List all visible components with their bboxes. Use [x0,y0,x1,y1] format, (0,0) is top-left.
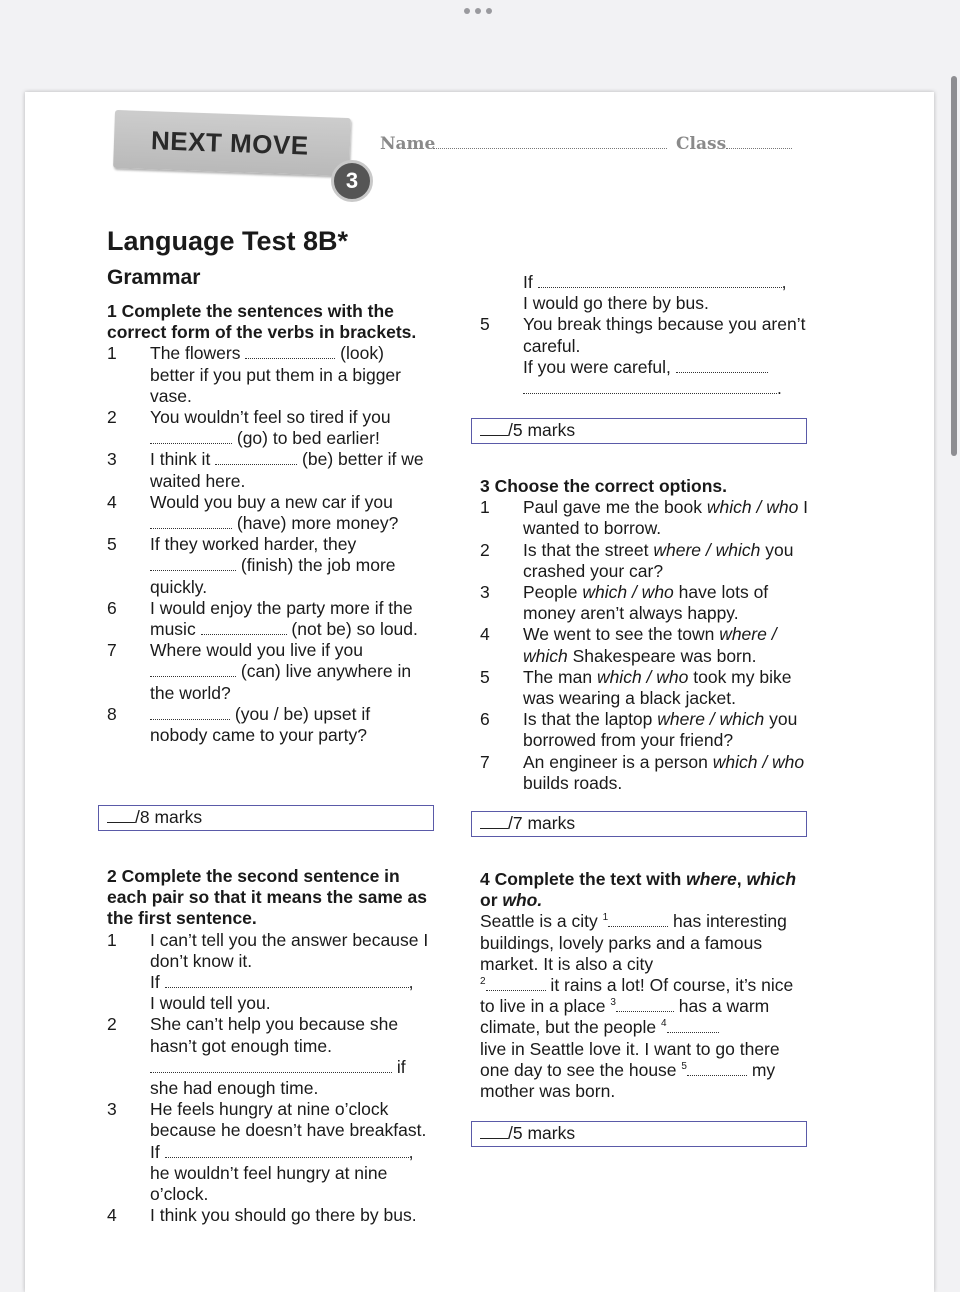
next-move-logo [113,110,351,176]
logo-text: NEXT MOVE [150,125,310,161]
list-item: 2 You wouldn’t feel so tired if you (go) to bed earlier! [107,407,391,449]
answer-blank[interactable] [486,975,546,991]
marks-box-ex3[interactable]: /7 marks [471,811,807,837]
answer-blank[interactable] [538,272,782,288]
exercise-4 [480,869,805,1102]
list-item: 2 Is that the street where / which you crashed your car? [480,539,794,581]
option-choice[interactable]: which / who [596,666,689,687]
answer-blank[interactable] [150,428,232,444]
page-title: Language Test 8B* [107,226,349,256]
list-item: 4 Would you buy a new car if you (have) more money? [107,491,399,534]
exercise-4-text: Seattle is a city $^1$ has interesting buildings, lovely parks and a famous market. It is also a city $^2$ it rains a lot! Of course, it’s nice to live in a place $^3$ has a warm climate, but the people $^4$ live in Seattle love it. I want to go there one day to see the house $^5$ my mother was born. [480,911,794,1102]
level-number-badge: 3 [331,160,373,202]
answer-blank[interactable] [165,972,409,988]
answer-blank[interactable] [150,661,236,677]
option-choice[interactable]: where / which [523,624,777,666]
exercise-2-continued [480,272,810,399]
exercise-2 [107,866,429,1226]
list-item: 3 People which / who have lots of money aren’t always happy. [480,582,769,624]
list-item: 8 (you / be) upset if nobody came to your party? [107,703,371,746]
list-item: 1 Paul gave me the book which / who I wanted to borrow. [480,497,809,539]
answer-blank[interactable] [201,619,287,635]
answer-blank[interactable] [150,704,230,720]
list-item: 1 I can’t tell you the answer because I don’t know it. If , I would tell you. [107,929,429,1014]
list-item: 5 If they worked harder, they (finish) the job more quickly. [107,534,396,597]
answer-blank[interactable] [676,357,768,373]
exercise-3 [480,476,810,794]
exercise-1 [107,301,429,746]
list-item: 3 He feels hungry at nine o’clock because he doesn’t have breakfast. If , he wouldn’t feel hungry at nine o’clock. [107,1099,427,1205]
list-item: 7 An engineer is a person which / who builds roads. [480,751,805,793]
class-field[interactable] [726,148,792,149]
list-item: 3 I think it (be) better if we waited here. [107,449,424,491]
list-item: 4 We went to see the town where / which Shakespeare was born. [480,624,777,666]
list-item: 6 I would enjoy the party more if the music (not be) so loud. [107,597,418,640]
option-choice[interactable]: which / who [712,751,805,772]
option-choice[interactable]: where / which [653,539,761,560]
answer-blank[interactable] [215,449,297,465]
list-item: 5 You break things because you aren’t careful. If you were careful, . [480,314,806,399]
section-heading: Grammar [107,266,201,289]
class-label: Class [676,134,727,154]
scrollbar[interactable] [951,76,957,456]
name-label: Name [380,134,436,154]
exercise-2-heading: 2 Complete the second sentence in each pair so that it means the same as the first sentence. [107,866,427,929]
exercise-4-heading: 4 Complete the text with where, which or who. [480,869,797,911]
answer-blank[interactable] [150,1057,392,1073]
exercise-1-heading: 1 Complete the sentences with the correct form of the verbs in brackets. [107,301,417,343]
answer-blank[interactable] [245,343,335,359]
option-choice[interactable]: which / who [582,582,674,603]
answer-blank[interactable] [150,513,232,529]
name-field[interactable] [433,148,667,149]
marks-box-ex4[interactable]: /5 marks [471,1121,807,1147]
list-item: 4 I think you should go there by bus. [107,1205,417,1226]
worksheet-page [25,92,934,1292]
marks-box-ex2[interactable]: /5 marks [471,418,807,444]
marks-box-ex1[interactable]: /8 marks [98,805,434,831]
list-item: If , I would go there by bus. [523,272,787,314]
answer-blank[interactable] [165,1142,409,1158]
list-item: 2 She can’t help you because she hasn’t got enough time. if she had enough time. [107,1014,406,1099]
list-item: 6 Is that the laptop where / which you borrowed from your friend? [480,709,798,751]
answer-blank[interactable] [150,555,236,571]
list-item: 1 The flowers (look) better if you put them in a bigger vase. [107,343,401,406]
answer-blank[interactable] [608,911,668,927]
answer-blank[interactable] [616,996,674,1012]
more-options-icon[interactable] [464,8,492,14]
exercise-3-heading: 3 Choose the correct options. [480,476,727,496]
option-choice[interactable]: where / which [657,709,765,730]
answer-blank[interactable] [687,1060,747,1076]
answer-blank[interactable] [523,378,777,394]
option-choice[interactable]: which / who [706,497,799,518]
answer-blank[interactable] [667,1017,719,1033]
list-item: 5 The man which / who took my bike was wearing a black jacket. [480,666,792,709]
list-item: 7 Where would you live if you (can) live anywhere in the world? [107,640,412,703]
